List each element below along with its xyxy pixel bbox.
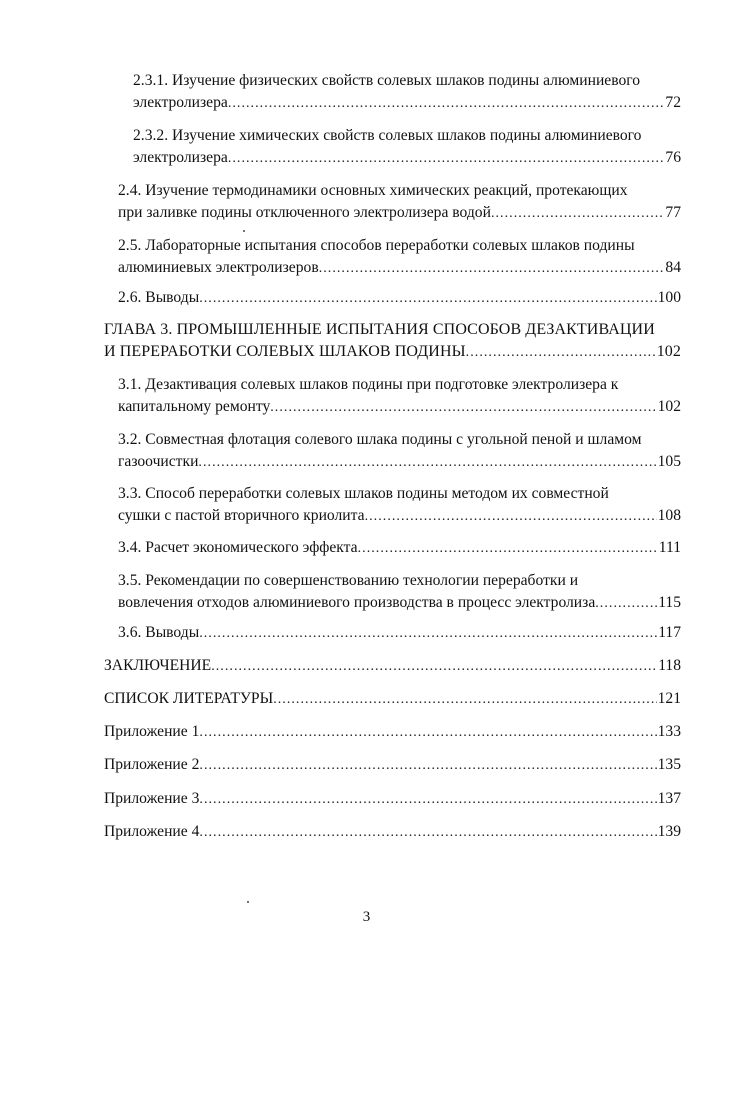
toc-entry-text: 3.2. Совместная флотация солевого шлака подины с угольной пеной и шламом — [118, 431, 642, 448]
toc-page-number: 72 — [665, 94, 681, 111]
toc-entry-text: электролизера — [133, 149, 228, 166]
toc-entry-appendix-3[interactable] — [104, 788, 681, 810]
toc-entry-text: электролизера — [133, 94, 228, 111]
toc-entry-text: 3.3. Способ переработки солевых шлаков подины методом их совместной — [118, 485, 609, 502]
toc-page-number: 77 — [665, 204, 681, 221]
toc-entry-3-5[interactable] — [118, 570, 681, 614]
dot-leader — [199, 623, 657, 645]
toc-entry-2-4[interactable] — [118, 180, 681, 224]
toc-entry-text: газоочистки — [118, 453, 199, 470]
toc-entry-text: 3.4. Расчет экономического эффекта — [118, 539, 358, 556]
toc-entry-3-4[interactable] — [118, 537, 681, 559]
scan-speck — [243, 230, 245, 232]
toc-page-number: 121 — [657, 690, 681, 707]
toc-entry-text: Приложение 4 — [104, 823, 200, 840]
toc-page-number: 117 — [658, 624, 681, 641]
toc-entry-2-3-1[interactable] — [133, 70, 681, 114]
toc-page-number: 118 — [658, 657, 681, 674]
toc-entry-text: при заливке подины отключенного электролизера водой — [118, 204, 491, 221]
toc-entry-references[interactable] — [104, 688, 681, 710]
toc-entry-3-2[interactable] — [118, 429, 681, 473]
toc-page-number: 115 — [658, 594, 681, 611]
dot-leader — [273, 689, 656, 711]
dot-leader — [270, 397, 656, 419]
dot-leader — [228, 148, 665, 170]
toc-entry-chapter-3[interactable] — [104, 319, 681, 363]
dot-leader — [199, 755, 656, 777]
toc-entry-text: 3.1. Дезактивация солевых шлаков подины при подготовке электролизера к — [118, 376, 619, 393]
toc-entry-text: 2.6. Выводы — [118, 289, 200, 306]
toc-entry-2-6[interactable] — [118, 287, 681, 309]
dot-leader — [595, 593, 657, 615]
toc-entry-text: ЗАКЛЮЧЕНИЕ — [104, 657, 212, 674]
toc-page-number: 105 — [657, 453, 681, 470]
dot-leader — [358, 538, 658, 560]
toc-entry-text: 3.5. Рекомендации по совершенствованию технологии переработки и — [118, 572, 579, 589]
dot-leader — [211, 656, 657, 678]
toc-entry-conclusion[interactable] — [104, 655, 681, 677]
dot-leader — [365, 506, 657, 528]
toc-entry-text: алюминиевых электролизеров — [118, 259, 319, 276]
toc-page-number: 135 — [657, 756, 681, 773]
toc-entry-appendix-4[interactable] — [104, 821, 681, 843]
dot-leader — [199, 822, 656, 844]
toc-entry-appendix-1[interactable] — [104, 721, 681, 743]
toc-page-number: 133 — [657, 723, 681, 740]
toc-entry-text: 2.4. Изучение термодинамики основных химических реакций, протекающих — [118, 182, 628, 199]
page-number: 3 — [362, 909, 371, 925]
dot-leader — [199, 288, 656, 310]
toc-entry-text: 2.5. Лабораторные испытания способов переработки солевых шлаков подины — [118, 237, 635, 254]
toc-page-number: 84 — [665, 259, 681, 276]
dot-leader — [228, 93, 665, 115]
dot-leader — [319, 258, 665, 280]
toc-entry-text: 2.3.1. Изучение физических свойств солевых шлаков подины алюминиевого — [133, 72, 641, 89]
toc-entry-text: 2.3.2. Изучение химических свойств солевых шлаков подины алюминиевого — [133, 127, 642, 144]
toc-entry-text: Приложение 1 — [104, 723, 200, 740]
dot-leader — [199, 789, 656, 811]
toc-entry-appendix-2[interactable] — [104, 754, 681, 776]
dot-leader — [491, 203, 664, 225]
toc-entry-text: ГЛАВА 3. ПРОМЫШЛЕННЫЕ ИСПЫТАНИЯ СПОСОБОВ ДЕЗАКТИВАЦИИ — [104, 321, 655, 338]
dot-leader — [199, 722, 656, 744]
dot-leader — [466, 342, 656, 364]
toc-entry-3-6[interactable] — [118, 622, 681, 644]
toc-entry-2-3-2[interactable] — [133, 125, 681, 169]
toc-entry-3-3[interactable] — [118, 483, 681, 527]
toc-entry-text: вовлечения отходов алюминиевого производства в процесс электролиза — [118, 594, 596, 611]
toc-page-number: 108 — [657, 507, 681, 524]
toc-page-number: 139 — [657, 823, 681, 840]
toc-entry-2-5[interactable] — [118, 235, 681, 279]
toc-entry-3-1[interactable] — [118, 374, 681, 418]
toc-page-number: 102 — [656, 343, 681, 360]
toc-page-number: 111 — [658, 539, 681, 556]
toc-entry-text: Приложение 2 — [104, 756, 200, 773]
toc-page-number: 137 — [657, 790, 681, 807]
toc-entry-text: сушки с пастой вторичного криолита — [118, 507, 365, 524]
toc-entry-text: капитальному ремонту — [118, 398, 271, 415]
scan-speck — [247, 901, 249, 903]
toc-entry-text: И ПЕРЕРАБОТКИ СОЛЕВЫХ ШЛАКОВ ПОДИНЫ — [104, 343, 466, 360]
toc-entry-text: Приложение 3 — [104, 790, 200, 807]
dot-leader — [198, 452, 656, 474]
toc-page-number: 102 — [657, 398, 681, 415]
toc-entry-text: СПИСОК ЛИТЕРАТУРЫ — [104, 690, 274, 707]
toc-entry-text: 3.6. Выводы — [118, 624, 200, 641]
toc-page-number: 100 — [657, 289, 681, 306]
toc-page-number: 76 — [665, 149, 681, 166]
